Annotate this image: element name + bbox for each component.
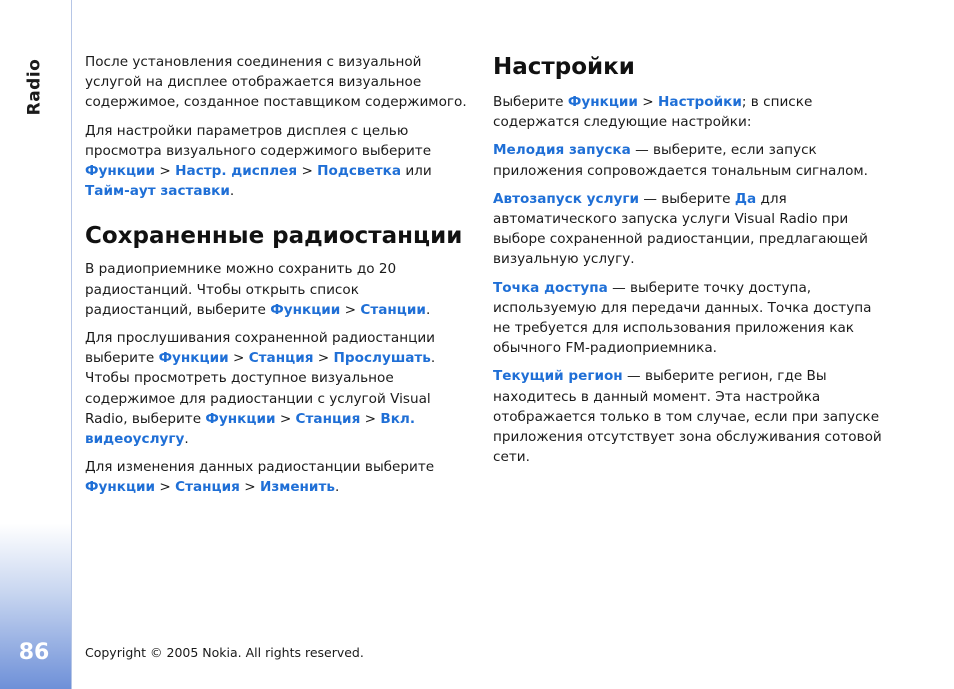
setting-access-point: Точка доступа — выберите точку доступа, используемую для передачи данных. Точка доступа не требуется для использования приложения как обычного FM-радиоприемника. [493,279,872,357]
paragraph-edit-station: Для изменения данных радиостанции выберите Функции > Станция > Изменить. [85,459,435,496]
link-edit[interactable]: Изменить [259,479,335,496]
link-station[interactable]: Станция [175,479,240,496]
link-stations[interactable]: Станции [360,301,426,318]
term-access-point[interactable]: Точка доступа [493,279,608,296]
paragraph-save-stations: В радиоприемнике можно сохранить до 20 радиостанций. Чтобы открыть список радиостанций, выберите Функции > Станции. [85,261,431,318]
heading-saved-stations: Сохраненные радиостанции [85,223,463,250]
term-current-region[interactable]: Текущий регион [493,368,623,385]
copyright-footer: Copyright © 2005 Nokia. All rights reserved. [85,645,364,660]
link-enable-visual-service[interactable]: Вкл. видеоуслугу [85,410,416,448]
link-functions[interactable]: Функции [85,163,156,180]
left-column [85,52,470,506]
page-sidebar [0,0,72,689]
term-auto-start[interactable]: Автозапуск услуги [493,190,640,207]
link-functions[interactable]: Функции [270,301,341,318]
link-station[interactable]: Станция [248,350,314,367]
link-screensaver-timeout[interactable]: Тайм-аут заставки [85,183,230,200]
link-yes[interactable]: Да [734,190,757,207]
setting-current-region: Текущий регион — выберите регион, где Вы находитесь в данный момент. Эта настройка отображается только в том случае, если при запуске приложения отсутствует зона обслуживания сотовой сети. [493,368,882,466]
setting-auto-start: Автозапуск услуги — выберите Да для автоматического запуска услуги Visual Radio при выборе сохраненной радиостанции, предлагающей визуальную услугу. [493,190,868,268]
link-functions[interactable]: Функции [205,410,276,427]
term-startup-tone[interactable]: Мелодия запуска [493,142,631,159]
link-settings[interactable]: Настройки [658,94,742,110]
link-display-settings[interactable]: Настр. дисплея [175,163,298,180]
link-station[interactable]: Станция [295,410,361,427]
link-backlight[interactable]: Подсветка [317,163,402,180]
paragraph-listen-station: Для прослушивания сохраненной радиостанции выберите Функции > Станция > Прослушать. Чтобы просмотреть доступное визуальное содержимое для радиостанции с услугой Visual Radio, выберите Функции > Станция > Вкл. видеоуслугу. [85,330,436,448]
page-number: 86 [18,640,50,665]
paragraph-visual-content: После установления соединения с визуальной услугой на дисплее отображается визуальное содержимое, созданное поставщиком содержимого. [85,54,467,111]
right-column [493,52,885,475]
link-listen[interactable]: Прослушать [333,350,431,367]
link-functions[interactable]: Функции [567,94,638,110]
heading-settings: Настройки [493,54,635,80]
link-functions[interactable]: Функции [158,350,229,367]
section-tab [22,56,46,118]
section-label: Radio [24,58,44,116]
paragraph-settings-intro: Выберите Функции > Настройки; в списке содержатся следующие настройки: [493,94,813,131]
paragraph-display-settings: Для настройки параметров дисплея с целью просмотра визуального содержимого выберите Функции > Настр. дисплея > Подсветка или Тайм-аут заставки. [85,122,432,200]
setting-startup-tone: Мелодия запуска — выберите, если запуск приложения сопровождается тональным сигналом. [493,142,868,179]
link-functions[interactable]: Функции [85,479,156,496]
